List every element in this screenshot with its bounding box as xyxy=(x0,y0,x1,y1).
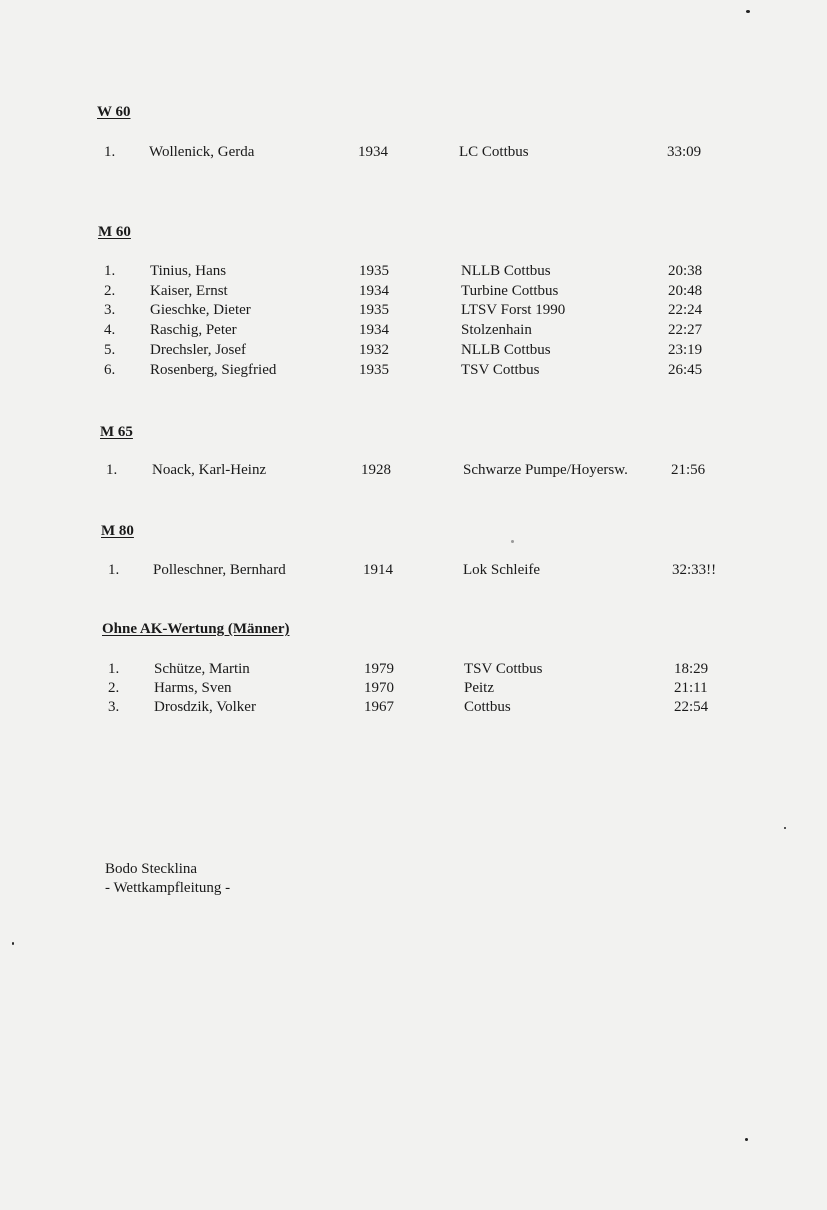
athlete-name: Schütze, Martin xyxy=(154,661,250,677)
result-row xyxy=(0,678,827,698)
section-heading-ohne-ak: Ohne AK-Wertung (Männer) xyxy=(102,621,290,637)
result-row xyxy=(0,261,827,281)
athlete-name: Raschig, Peter xyxy=(150,322,237,338)
club: Turbine Cottbus xyxy=(461,283,559,299)
athlete-name: Drechsler, Josef xyxy=(150,342,247,358)
place: 1. xyxy=(104,263,116,279)
club: NLLB Cottbus xyxy=(461,342,551,358)
time: 22:24 xyxy=(668,302,703,318)
athlete-name: Noack, Karl-Heinz xyxy=(152,462,267,478)
place: 1. xyxy=(106,462,118,478)
result-row xyxy=(0,697,827,717)
place: 5. xyxy=(104,342,116,358)
result-row xyxy=(0,560,827,580)
birth-year: 1932 xyxy=(359,342,389,358)
time: 21:11 xyxy=(674,680,708,696)
section-heading-w60: W 60 xyxy=(97,104,131,120)
birth-year: 1934 xyxy=(359,322,389,338)
club: Cottbus xyxy=(464,699,511,715)
scan-speck xyxy=(12,942,14,945)
result-row xyxy=(0,659,827,679)
place: 3. xyxy=(108,699,120,715)
birth-year: 1914 xyxy=(363,562,393,578)
club: TSV Cottbus xyxy=(461,362,540,378)
section-heading-m80: M 80 xyxy=(101,523,134,539)
time: 23:19 xyxy=(668,342,703,358)
athlete-name: Gieschke, Dieter xyxy=(150,302,251,318)
time: 26:45 xyxy=(668,362,703,378)
birth-year: 1934 xyxy=(358,144,388,160)
result-row xyxy=(0,360,827,380)
club: LTSV Forst 1990 xyxy=(461,302,566,318)
time: 21:56 xyxy=(671,462,706,478)
result-row xyxy=(0,142,827,162)
place: 3. xyxy=(104,302,116,318)
result-row xyxy=(0,281,827,301)
club: Lok Schleife xyxy=(463,562,541,578)
birth-year: 1970 xyxy=(364,680,394,696)
club: Schwarze Pumpe/Hoyersw. xyxy=(463,462,628,478)
athlete-name: Polleschner, Bernhard xyxy=(153,562,286,578)
time: 33:09 xyxy=(667,144,702,160)
time: 22:54 xyxy=(674,699,709,715)
scan-speck xyxy=(745,1138,748,1141)
signature-name: Bodo Stecklina xyxy=(105,861,198,877)
place: 2. xyxy=(108,680,120,696)
birth-year: 1935 xyxy=(359,263,389,279)
birth-year: 1935 xyxy=(359,362,389,378)
club: NLLB Cottbus xyxy=(461,263,551,279)
birth-year: 1979 xyxy=(364,661,394,677)
athlete-name: Wollenick, Gerda xyxy=(149,144,255,160)
birth-year: 1967 xyxy=(364,699,394,715)
result-row xyxy=(0,320,827,340)
scan-speck xyxy=(784,827,786,829)
time: 32:33!! xyxy=(672,562,717,578)
time: 20:48 xyxy=(668,283,703,299)
place: 1. xyxy=(108,562,120,578)
club: Peitz xyxy=(464,680,494,696)
time: 18:29 xyxy=(674,661,709,677)
athlete-name: Kaiser, Ernst xyxy=(150,283,228,299)
birth-year: 1928 xyxy=(361,462,391,478)
section-heading-m65: M 65 xyxy=(100,424,133,440)
scan-speck xyxy=(511,540,514,543)
result-row xyxy=(0,340,827,360)
place: 2. xyxy=(104,283,116,299)
place: 4. xyxy=(104,322,116,338)
result-row xyxy=(0,460,827,480)
athlete-name: Drosdzik, Volker xyxy=(154,699,256,715)
place: 6. xyxy=(104,362,116,378)
club: LC Cottbus xyxy=(459,144,529,160)
birth-year: 1934 xyxy=(359,283,389,299)
athlete-name: Harms, Sven xyxy=(154,680,232,696)
time: 22:27 xyxy=(668,322,703,338)
time: 20:38 xyxy=(668,263,703,279)
place: 1. xyxy=(104,144,116,160)
section-heading-m60: M 60 xyxy=(98,224,131,240)
club: TSV Cottbus xyxy=(464,661,543,677)
place: 1. xyxy=(108,661,120,677)
scan-speck xyxy=(746,10,750,13)
athlete-name: Tinius, Hans xyxy=(150,263,227,279)
signature-role: - Wettkampfleitung - xyxy=(105,880,231,896)
birth-year: 1935 xyxy=(359,302,389,318)
athlete-name: Rosenberg, Siegfried xyxy=(150,362,277,378)
result-row xyxy=(0,300,827,320)
club: Stolzenhain xyxy=(461,322,532,338)
